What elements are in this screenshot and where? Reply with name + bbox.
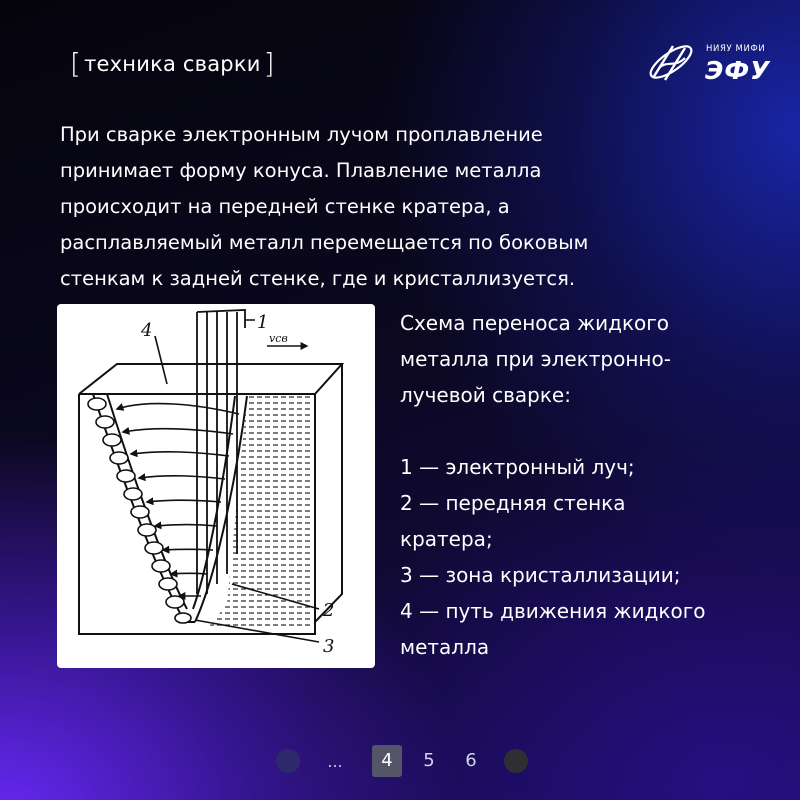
caption-title-line: металла при электронно- <box>400 347 671 371</box>
left-bracket: [ <box>70 47 82 80</box>
pagination-ellipsis: ... <box>327 751 343 771</box>
intro-line: При сварке электронным лучом проплавление <box>60 123 543 146</box>
intro-line: расплавляемый металл перемещается по боковым <box>60 231 589 254</box>
intro-text <box>60 117 760 297</box>
page-5[interactable]: 5 <box>423 750 435 771</box>
weld-scheme-diagram <box>57 304 375 668</box>
section-tag-text: техника сварки <box>84 52 261 76</box>
section-tag <box>70 47 275 80</box>
legend-item: 3 — зона кристаллизации; <box>400 563 681 587</box>
weld-scheme-drawing <box>57 304 375 668</box>
intro-line: стенкам к задней стенке, где и кристаллизуется. <box>60 267 576 290</box>
label-4: 4 <box>141 320 153 341</box>
label-2: 2 <box>323 600 335 621</box>
pagination <box>276 745 528 777</box>
legend-item: металла <box>400 635 490 659</box>
crystallization-zone <box>88 398 191 623</box>
caption-title-line: Схема переноса жидкого <box>400 311 670 335</box>
intro-line: принимает форму конуса. Плавление металла <box>60 159 542 182</box>
diagram-caption <box>400 305 770 665</box>
efu-logo <box>645 36 780 92</box>
electron-beam <box>197 310 245 594</box>
legend-item: кратера; <box>400 527 493 551</box>
caption-spacer <box>400 413 770 449</box>
legend-item: 4 — путь движения жидкого <box>400 599 706 623</box>
label-speed: vсв <box>269 332 288 345</box>
label-1: 1 <box>257 312 269 333</box>
caption-title-line: лучевой сварке: <box>400 383 571 407</box>
label-3: 3 <box>323 636 335 657</box>
page-6[interactable]: 6 <box>465 750 477 771</box>
intro-line: происходит на передней стенке кратера, а <box>60 195 510 218</box>
logo-brand: ЭФУ <box>705 56 771 85</box>
prev-page-dot[interactable] <box>276 749 300 773</box>
logo-university: НИЯУ МИФИ <box>706 44 766 54</box>
front-wall-hatch <box>207 396 312 629</box>
legend-item: 2 — передняя стенка <box>400 491 626 515</box>
page-4[interactable]: 4 <box>372 745 402 777</box>
legend-item: 1 — электронный луч; <box>400 455 635 479</box>
logo-mark-icon <box>645 38 697 86</box>
right-bracket: ] <box>263 47 275 80</box>
next-page-dot[interactable] <box>504 749 528 773</box>
